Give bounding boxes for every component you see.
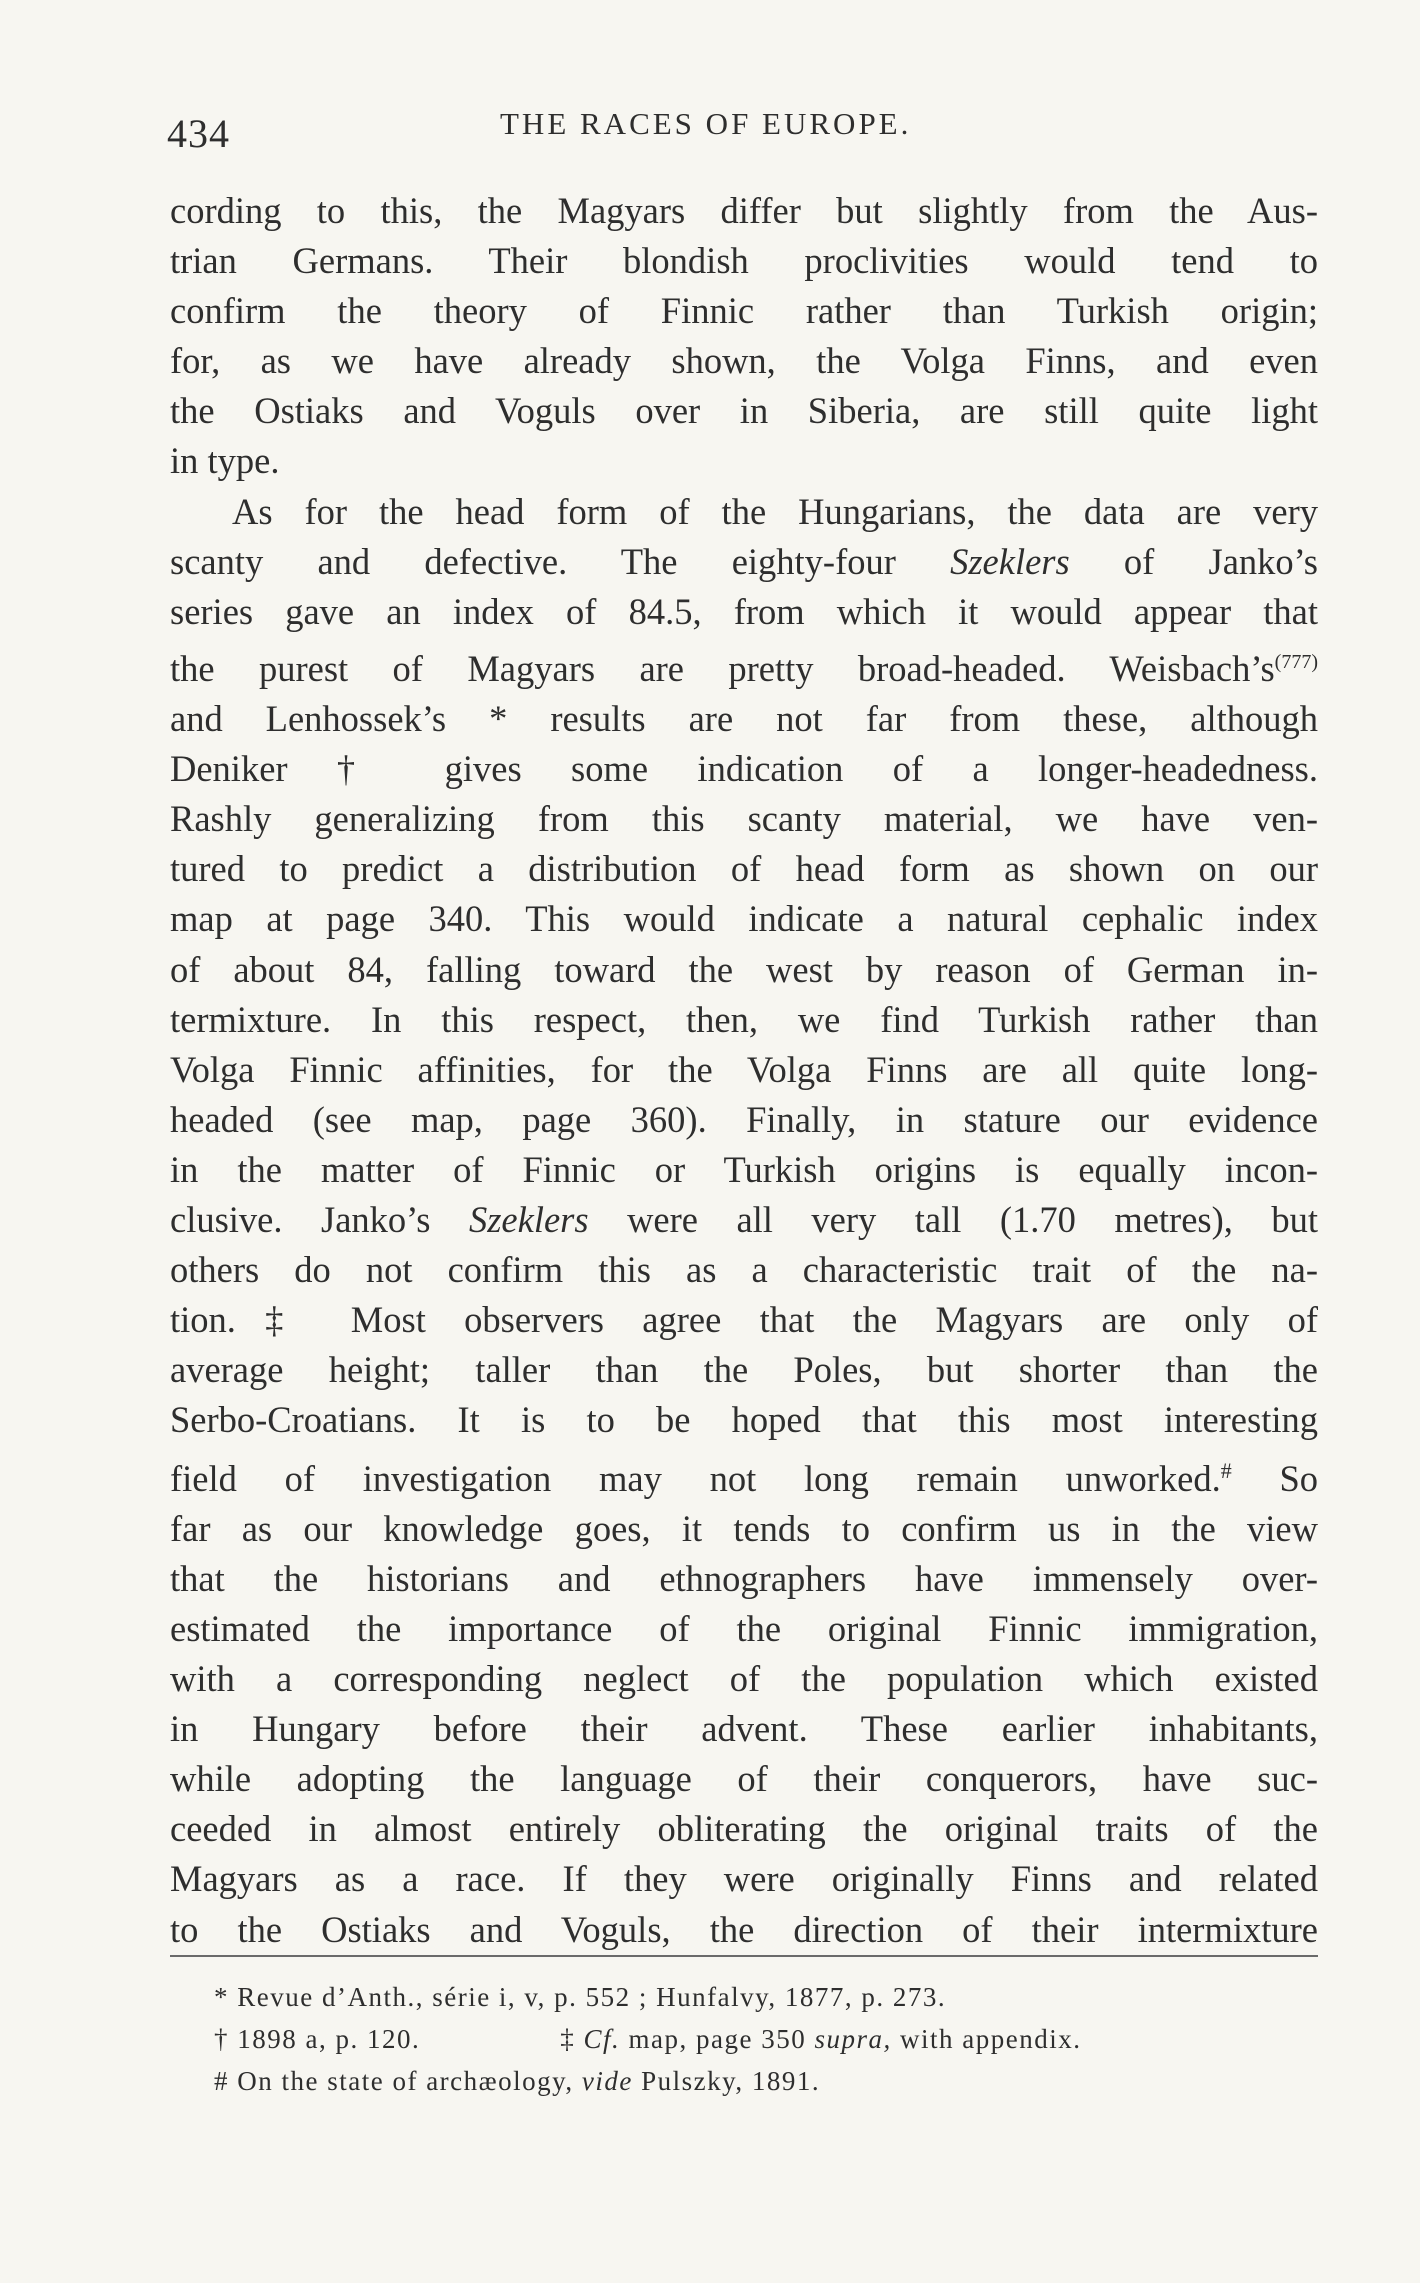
text-segment: field of investigation may not long remain unworked. [170, 1457, 1221, 1499]
text-segment: So [1279, 1457, 1318, 1499]
text-line: in Hungary before their advent. These earlier inhabitants, [170, 1708, 1318, 1750]
text-line: to the Ostiaks and Voguls, the direction of their intermixture [170, 1908, 1318, 1950]
footnote [214, 2060, 1314, 2102]
footnote-italic: Cf. [583, 2024, 621, 2054]
footnote-divider [170, 1955, 1318, 1957]
text-line: of about 84, falling toward the west by reason of German in- [170, 948, 1318, 990]
text-line [170, 637, 1318, 694]
text-line: with a corresponding neglect of the population which existed [170, 1658, 1318, 1700]
text-line: in the matter of Finnic or Turkish origins is equally incon- [170, 1148, 1318, 1190]
footnote-text: Pulszky, 1891. [641, 2066, 821, 2096]
italic-term: Szeklers [468, 1199, 589, 1241]
text-line: while adopting the language of their conquerors, have suc- [170, 1758, 1318, 1800]
text-line: headed (see map, page 360). Finally, in stature our evidence [170, 1098, 1318, 1140]
page-number: 434 [167, 111, 230, 156]
text-line: ceeded in almost entirely obliterating the original traits of the [170, 1808, 1318, 1850]
text-segment: scanty and defective. The eighty-four [170, 540, 896, 582]
text-line: and Lenhossek’s * results are not far from these, although [170, 698, 1318, 740]
text-line: Rashly generalizing from this scanty material, we have ven- [170, 798, 1318, 840]
text-line: average height; taller than the Poles, but shorter than the [170, 1349, 1318, 1391]
footnote-text: ‡ [560, 2024, 576, 2054]
footnote-text: map, page 350 [628, 2024, 807, 2054]
text-line: confirm the theory of Finnic rather than Turkish origin; [170, 290, 1318, 332]
text-line: Volga Finnic affinities, for the Volga Finns are all quite long- [170, 1048, 1318, 1090]
text-line [170, 1446, 1318, 1504]
text-line: tion.‡ Most observers agree that the Magyars are only of [170, 1299, 1318, 1341]
footnote-text: † 1898 a, p. 120. [214, 2024, 421, 2054]
text-line: far as our knowledge goes, it tends to confirm us in the view [170, 1507, 1318, 1549]
text-line: Serbo-Croatians. It is to be hoped that this most interesting [170, 1399, 1318, 1441]
text-segment: were all very tall (1.70 metres), but [627, 1199, 1318, 1241]
text-line: cording to this, the Magyars differ but slightly from the Aus- [170, 190, 1318, 231]
text-line: trian Germans. Their blondish proclivities would tend to [170, 240, 1318, 282]
footnote: * Revue d’Anth., série i, v, p. 552 ; Hunfalvy, 1877, p. 273. [214, 1982, 947, 2012]
footnote-italic: supra, [814, 2024, 892, 2054]
text-line: that the historians and ethnographers have immensely over- [170, 1557, 1318, 1599]
citation-marker: (777) [1274, 650, 1318, 673]
text-line: Magyars as a race. If they were originally Finns and related [170, 1858, 1318, 1900]
text-line: estimated the importance of the original Finnic immigration, [170, 1607, 1318, 1649]
body-text [170, 186, 1318, 1955]
running-head: THE RACES OF EUROPE. [500, 106, 912, 141]
footnotes [214, 1976, 1314, 2102]
footnote-text: with appendix. [899, 2024, 1082, 2054]
footnote-italic: vide [581, 2066, 633, 2096]
text-line: map at page 340. This would indicate a natural cephalic index [170, 898, 1318, 940]
text-line: As for the head form of the Hungarians, the data are very [232, 490, 1318, 532]
text-segment: clusive. Janko’s [170, 1199, 431, 1241]
text-line: in type. [170, 440, 280, 482]
text-line: termixture. In this respect, then, we find Turkish rather than [170, 998, 1318, 1040]
text-line [170, 537, 1318, 587]
text-line: for, as we have already shown, the Volga Finns, and even [170, 340, 1318, 382]
text-segment: of Janko’s [1123, 540, 1318, 582]
text-line [170, 1195, 1318, 1245]
footnote-marker: # [1220, 1457, 1232, 1483]
text-segment: the purest of Magyars are pretty broad-headed. Weisbach’s [170, 648, 1275, 689]
text-line: others do not confirm this as a characteristic trait of the na- [170, 1249, 1318, 1291]
text-line: the Ostiaks and Voguls over in Siberia, are still quite light [170, 390, 1318, 432]
italic-term: Szeklers [950, 540, 1070, 582]
text-line: series gave an index of 84.5, from which it would appear that [170, 590, 1318, 632]
footnote-text: # On the state of archæology, [214, 2066, 574, 2096]
text-line: tured to predict a distribution of head form as shown on our [170, 848, 1318, 890]
text-line: Deniker † gives some indication of a longer-headedness. [170, 748, 1318, 790]
footnote [214, 2018, 1314, 2060]
